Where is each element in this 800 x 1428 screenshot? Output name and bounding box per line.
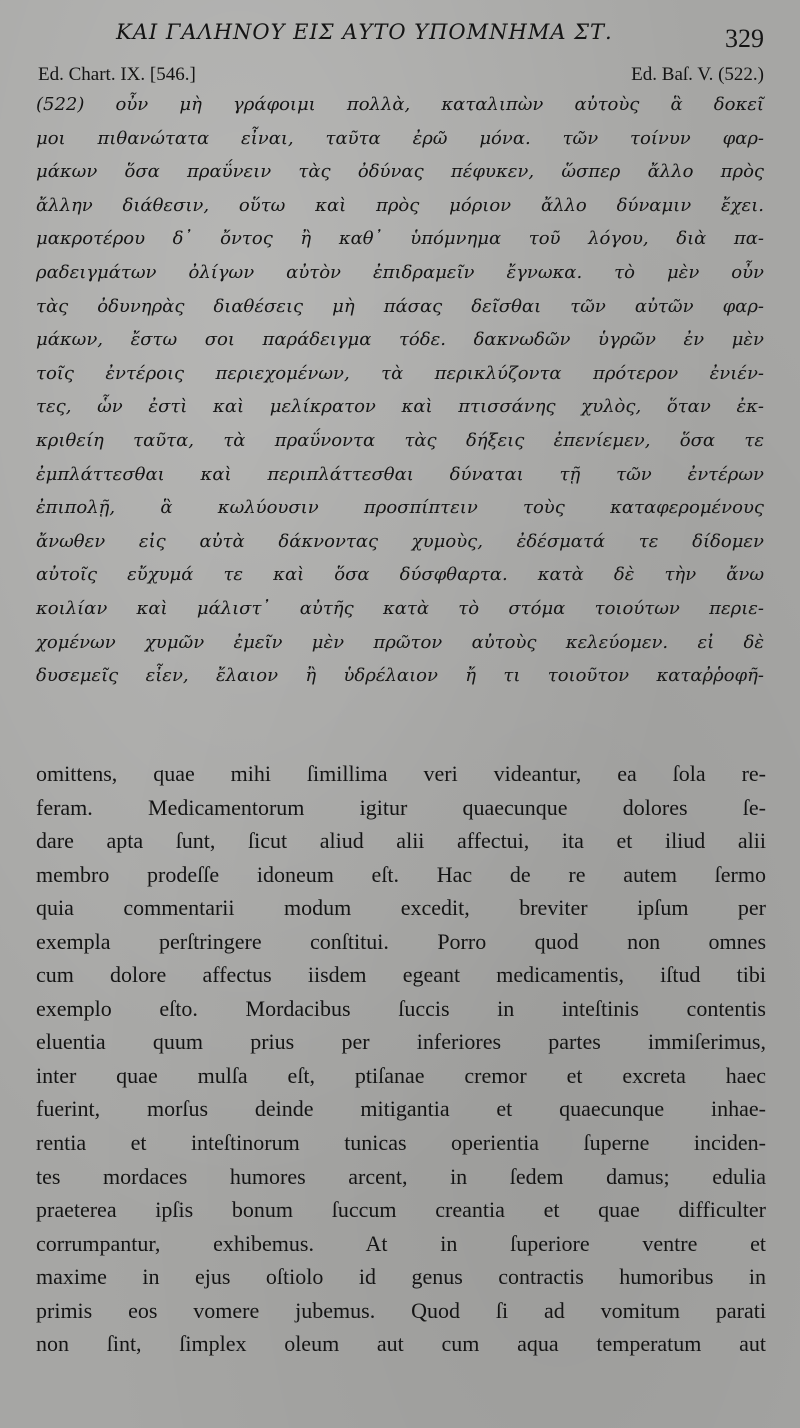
latin-line: feram. Medicamentorum igitur quaecunque dolores ſe- (36, 794, 766, 820)
latin-line: exemplo eſto. Mordacibus ſuccis in inteſtinis contentis (36, 995, 766, 1021)
greek-line: μάκων, ἔστω σοι παράδειγμα τόδε. δακνωδῶν ὑγρῶν ἐν μὲν (36, 329, 764, 351)
greek-line: τοῖς ἐντέροις περιεχομένων, τὰ περικλύζοντα πρότερον ἐνιέν- (36, 362, 764, 384)
latin-line: inter quae mulſa eſt, ptiſanae cremor et excreta haec (36, 1062, 766, 1088)
greek-text-block (36, 88, 764, 693)
edition-references (38, 64, 764, 86)
latin-line: corrumpantur, exhibemus. At in ſuperiore ventre et (36, 1230, 766, 1256)
latin-line: tes mordaces humores arcent, in ſedem damus; edulia (36, 1163, 766, 1189)
edition-basel: Ed. Baſ. V. (522.) (631, 64, 764, 85)
greek-line: μάκων ὅσα πραΰνειν τὰς ὀδύνας πέφυκεν, ὥσπερ ἄλλο πρὸς (36, 161, 764, 183)
greek-line: κριθείη ταῦτα, τὰ πραΰνοντα τὰς δήξεις ἐπενίεμεν, ὅσα τε (36, 429, 764, 451)
greek-line: μακροτέρου δ᾽ ὄντος ἢ καθ᾽ ὑπόμνημα τοῦ λόγου, διὰ πα- (36, 228, 764, 250)
greek-line: τὰς ὀδυνηρὰς διαθέσεις μὴ πάσας δεῖσθαι τῶν αὐτῶν φαρ- (36, 295, 764, 317)
greek-line: ἄλλην διάθεσιν, οὕτω καὶ πρὸς μόριον ἄλλο δύναμιν ἔχει. (36, 194, 764, 216)
latin-line: dare apta ſunt, ſicut aliud alii affectui, ita et iliud alii (36, 828, 766, 854)
greek-line: δυσεμεῖς εἶεν, ἔλαιον ἢ ὑδρέλαιον ἤ τι τοιοῦτον καταῤῥοφῆ- (36, 665, 764, 687)
greek-line: ἐμπλάττεσθαι καὶ περιπλάττεσθαι δύναται τῇ τῶν ἐντέρων (36, 463, 764, 485)
greek-line: (522) οὖν μὴ γράφοιμι πολλὰ, καταλιπὼν αὐτοὺς ἃ δοκεῖ (36, 94, 764, 115)
greek-line: ἄνωθεν εἰς αὐτὰ δάκνοντας χυμοὺς, ἐδέσματά τε δίδομεν (36, 530, 764, 552)
latin-line: exempla perſtringere conſtitui. Porro quod non omnes (36, 928, 766, 954)
page-number: 329 (725, 24, 764, 53)
latin-line: primis eos vomere jubemus. Quod ſi ad vomitum parati (36, 1297, 766, 1323)
latin-line: quia commentarii modum excedit, breviter ipſum per (36, 895, 766, 921)
latin-line: membro prodeſſe idoneum eſt. Hac de re autem ſermo (36, 861, 766, 887)
running-title: ΚΑΙ ΓΑΛΗΝΟΥ ΕΙΣ ΑΥΤΟ ΥΠΟΜΝΗΜΑ ΣΤ. (116, 20, 613, 44)
greek-line: κοιλίαν καὶ μάλιστ᾽ αὐτῆς κατὰ τὸ στόμα τοιούτων περιε- (36, 597, 764, 619)
latin-line: rentia et inteſtinorum tunicas operientia ſuperne inciden- (36, 1130, 766, 1156)
greek-line: μοι πιθανώτατα εἶναι, ταῦτα ἐρῶ μόνα. τῶν τοίνυν φαρ- (36, 127, 764, 149)
edition-chartier: Ed. Chart. IX. [546.] (38, 64, 196, 85)
latin-line: cum dolore affectus iisdem egeant medicamentis, iſtud tibi (36, 962, 766, 988)
greek-line: αὐτοῖς εὔχυμά τε καὶ ὅσα δύσφθαρτα. κατὰ δὲ τὴν ἄνω (36, 564, 764, 586)
latin-line: maxime in ejus oſtiolo id genus contractis humoribus in (36, 1264, 766, 1290)
greek-line: ραδειγμάτων ὀλίγων αὐτὸν ἐπιδραμεῖν ἔγνωκα. τὸ μὲν οὖν (36, 261, 764, 283)
latin-line: non ſint, ſimplex oleum aut cum aqua temperatum aut (36, 1331, 766, 1357)
latin-line: praeterea ipſis bonum ſuccum creantia et quae difficulter (36, 1197, 766, 1223)
latin-line: omittens, quae mihi ſimillima veri videantur, ea ſola re- (36, 761, 766, 786)
greek-line: χομένων χυμῶν ἐμεῖν μὲν πρῶτον αὐτοὺς κελεύομεν. εἰ δὲ (36, 631, 764, 653)
latin-line: fuerint, morſus deinde mitigantia et quaecunque inhae- (36, 1096, 766, 1122)
latin-line: eluentia quum prius per inferiores partes immiſerimus, (36, 1029, 766, 1055)
running-head (38, 18, 764, 52)
greek-line: τες, ὧν ἐστὶ καὶ μελίκρατον καὶ πτισσάνης χυλὸς, ὅταν ἐκ- (36, 396, 764, 418)
latin-text-block (36, 757, 766, 1361)
greek-line: ἐπιπολῇ, ἃ κωλύουσιν προσπίπτειν τοὺς καταφερομένους (36, 497, 764, 519)
